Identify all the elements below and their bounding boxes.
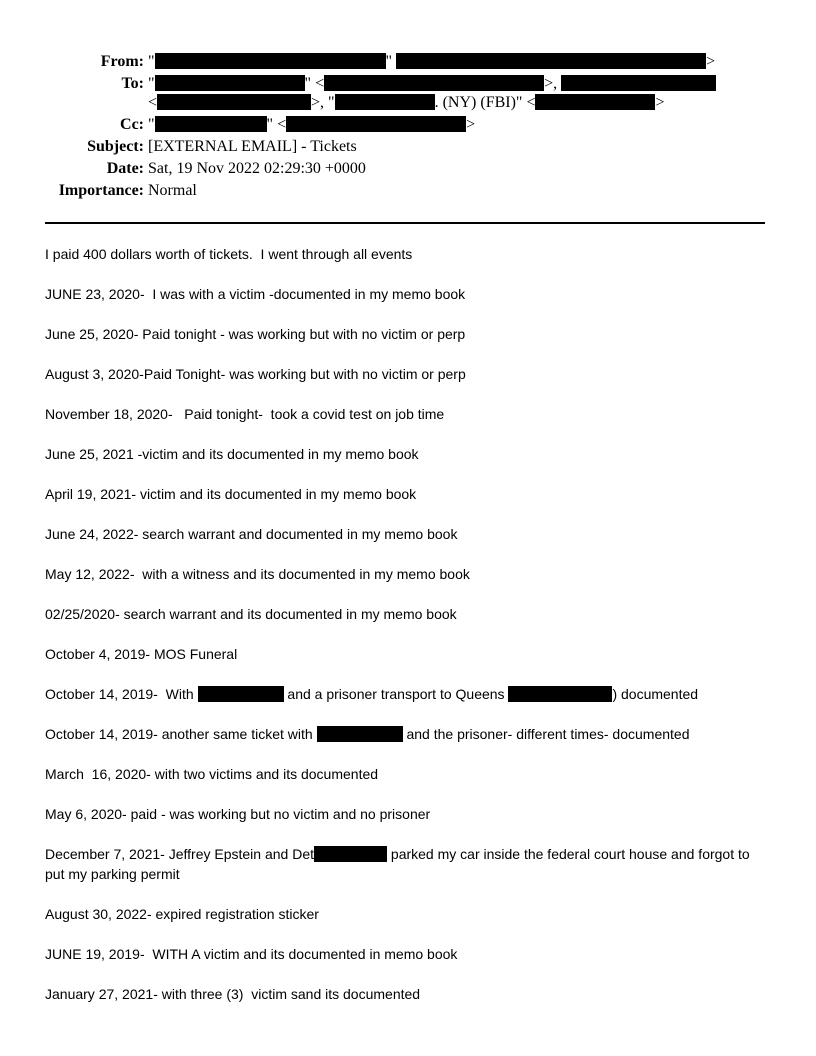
ticket-entry: June 24, 2022- search warrant and documented in my memo book <box>45 526 458 542</box>
redaction-block <box>335 94 435 110</box>
redaction-block <box>155 75 305 91</box>
subject-label: Subject: <box>87 138 144 155</box>
from-label: From: <box>100 53 144 70</box>
to-recipient-tail: . (NY) (FBI)" < <box>434 94 536 111</box>
cc-label: Cc: <box>120 116 144 133</box>
redaction-block <box>535 94 655 110</box>
ticket-entry: October 14, 2019- With and a prisoner transport to Queens ) documented <box>45 686 699 702</box>
subject-value: [EXTERNAL EMAIL] - Tickets <box>148 138 357 155</box>
ticket-entry: August 3, 2020-Paid Tonight- was working but with no victim or perp <box>45 366 466 382</box>
redaction-block <box>324 75 544 91</box>
redaction-block <box>286 116 466 132</box>
ticket-entry: October 4, 2019- MOS Funeral <box>45 646 238 662</box>
ticket-entry: December 7, 2021- Jeffrey Epstein and Det parked my car inside the federal court house and forgot to put my parking permit <box>45 846 750 882</box>
ticket-entry: May 12, 2022- with a witness and its documented in my memo book <box>45 566 470 582</box>
ticket-entry: November 18, 2020- Paid tonight- took a covid test on job time <box>45 406 445 422</box>
redaction-block <box>314 846 387 862</box>
importance-value: Normal <box>148 182 197 199</box>
date-label: Date: <box>106 160 144 177</box>
ticket-entry: June 25, 2021 -victim and its documented in my memo book <box>45 446 419 462</box>
ticket-entry: January 27, 2021- with three (3) victim sand its documented <box>45 986 421 1002</box>
ticket-entry: JUNE 19, 2019- WITH A victim and its documented in memo book <box>45 946 458 962</box>
redaction-block <box>157 94 311 110</box>
ticket-entry: April 19, 2021- victim and its documented in my memo book <box>45 486 417 502</box>
redaction-block <box>508 686 612 702</box>
ticket-entry: June 25, 2020- Paid tonight - was working but with no victim or perp <box>45 326 466 342</box>
ticket-entry: March 16, 2020- with two victims and its documented <box>45 766 379 782</box>
redaction-block <box>396 53 706 69</box>
body-intro: I paid 400 dollars worth of tickets. I went through all events <box>45 246 413 262</box>
date-value: Sat, 19 Nov 2022 02:29:30 +0000 <box>148 160 366 177</box>
ticket-entry: 02/25/2020- search warrant and its documented in my memo book <box>45 606 457 622</box>
to-label: To: <box>121 75 144 92</box>
redaction-block <box>155 116 267 132</box>
ticket-entry: August 30, 2022- expired registration sticker <box>45 906 319 922</box>
ticket-entry: JUNE 23, 2020- I was with a victim -documented in my memo book <box>45 286 466 302</box>
redaction-block <box>155 53 386 69</box>
redaction-block <box>198 686 284 702</box>
ticket-entry: May 6, 2020- paid - was working but no victim and no prisoner <box>45 806 431 822</box>
ticket-entry: October 14, 2019- another same ticket with and the prisoner- different times- documented <box>45 726 690 742</box>
redaction-block <box>561 75 716 91</box>
importance-label: Importance: <box>58 182 144 199</box>
header-divider <box>45 222 765 224</box>
redaction-block <box>317 726 403 742</box>
